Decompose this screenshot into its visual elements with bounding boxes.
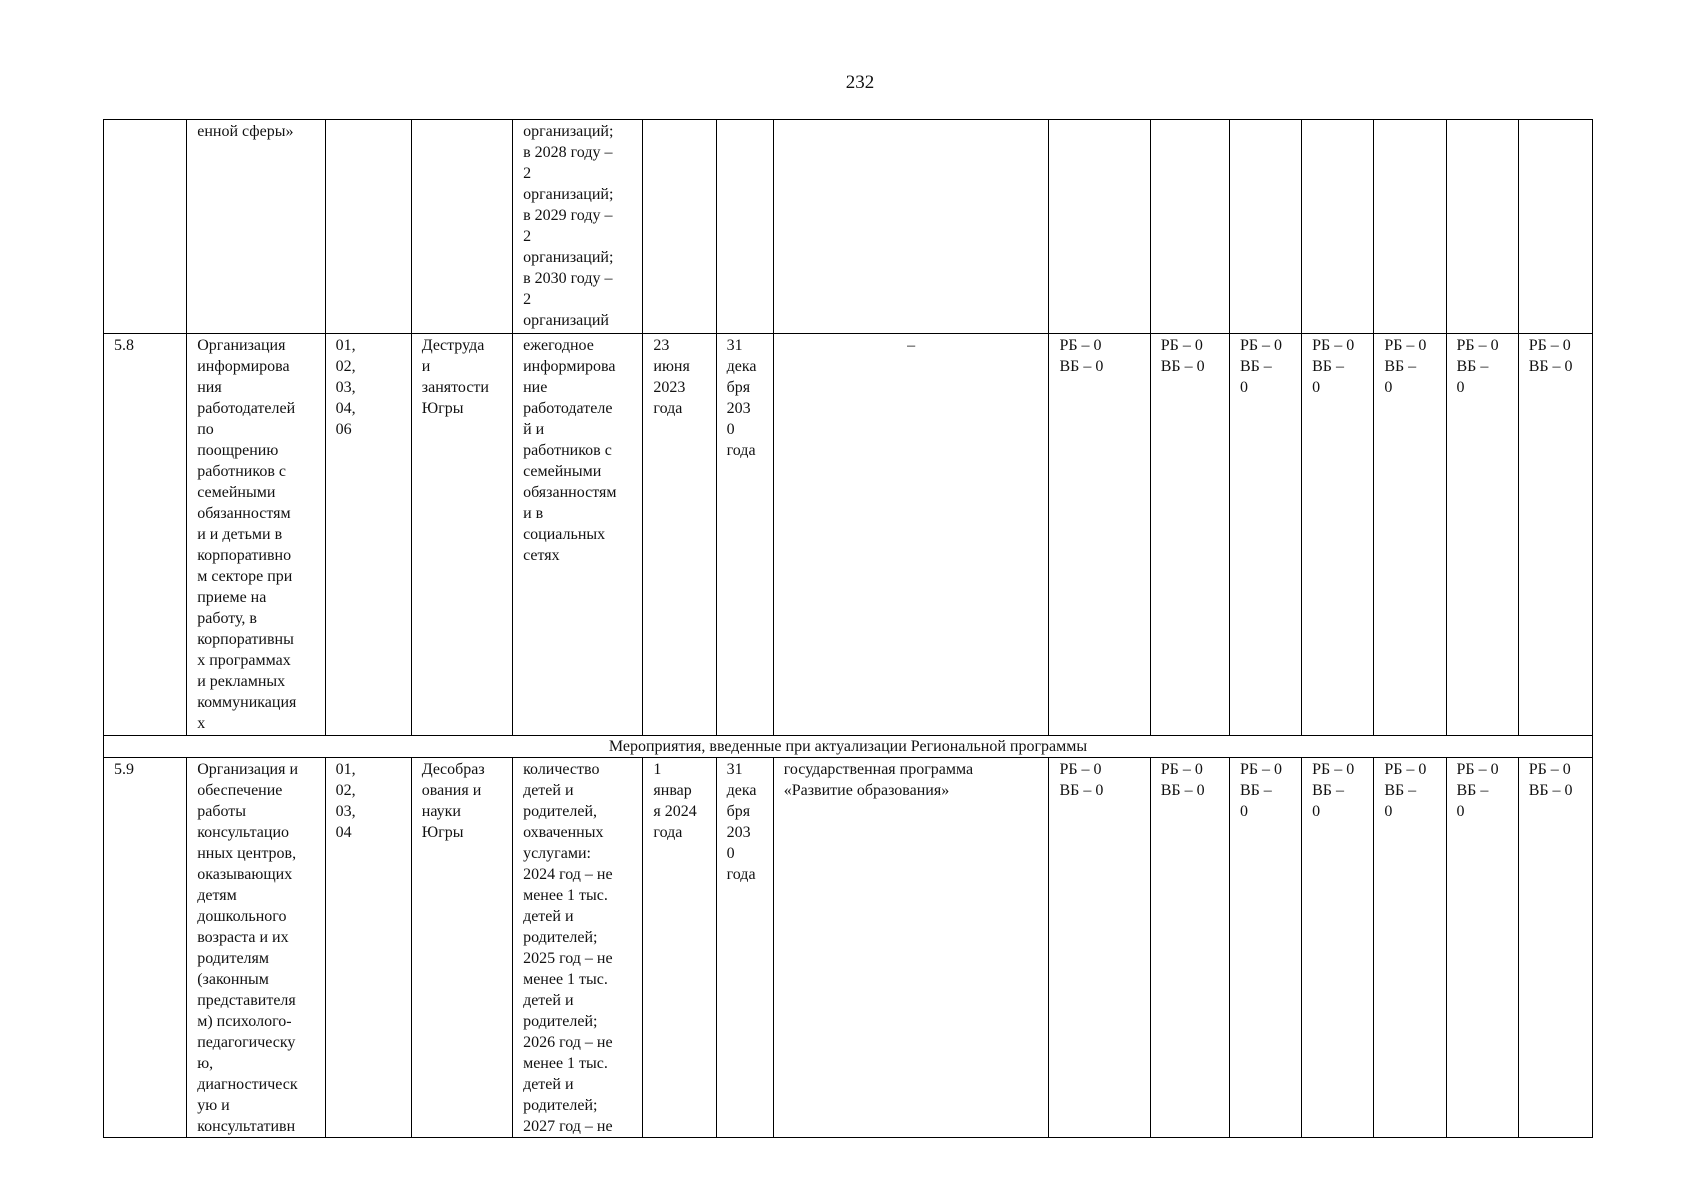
cell-fin-3: РБ – 0 ВБ – 0: [1229, 334, 1301, 736]
cell-fin-5: [1374, 120, 1446, 334]
cell-fin-2: РБ – 0 ВБ – 0: [1150, 334, 1229, 736]
cell-program: государственная программа «Развитие образования»: [773, 758, 1049, 1138]
table-row-5-8: [104, 334, 1593, 736]
cell-codes: 01, 02, 03, 04: [325, 758, 411, 1138]
cell-fin-6: [1446, 120, 1518, 334]
cell-fin-1: РБ – 0 ВБ – 0: [1049, 334, 1150, 736]
program-table: [103, 119, 1593, 1138]
cell-fin-6: РБ – 0 ВБ – 0: [1446, 758, 1518, 1138]
cell-fin-4: [1302, 120, 1374, 334]
cell-end: [716, 120, 773, 334]
cell-name: Организация информирова ния работодателей по поощрению работников с семейными обязанностям и и детьми в корпоративно м секторе при приеме на работу, в корпоративны х программах и рекламных коммуникация х: [187, 334, 325, 736]
page-number: 232: [845, 72, 875, 93]
cell-start: 1 январ я 2024 года: [643, 758, 716, 1138]
cell-executor: Деcтруда и занятости Югры: [411, 334, 512, 736]
table-row-5-9: [104, 758, 1593, 1138]
cell-indicator: количество детей и родителей, охваченных услугами: 2024 год – не менее 1 тыс. детей и родителей; 2025 год – не менее 1 тыс. детей и родителей; 2026 год – не менее 1 тыс. детей и родителей; 2027 год – не: [513, 758, 643, 1138]
cell-fin-3: [1229, 120, 1301, 334]
cell-indicator: организаций; в 2028 году – 2 организаций; в 2029 году – 2 организаций; в 2030 году – 2 организаций: [513, 120, 643, 334]
cell-fin-2: РБ – 0 ВБ – 0: [1150, 758, 1229, 1138]
cell-number: 5.9: [104, 758, 187, 1138]
cell-fin-7: [1518, 120, 1592, 334]
cell-program: [773, 120, 1049, 334]
cell-fin-4: РБ – 0 ВБ – 0: [1302, 758, 1374, 1138]
cell-fin-3: РБ – 0 ВБ – 0: [1229, 758, 1301, 1138]
cell-end: 31 дека бря 203 0 года: [716, 758, 773, 1138]
cell-number: [104, 120, 187, 334]
cell-executor: [411, 120, 512, 334]
cell-fin-1: [1049, 120, 1150, 334]
cell-program: –: [773, 334, 1049, 736]
cell-fin-7: РБ – 0 ВБ – 0: [1518, 334, 1592, 736]
table-row-continuation: [104, 120, 1593, 334]
cell-name: енной сферы»: [187, 120, 325, 334]
cell-fin-2: [1150, 120, 1229, 334]
section-heading: Мероприятия, введенные при актуализации Региональной программы: [104, 736, 1593, 758]
cell-fin-5: РБ – 0 ВБ – 0: [1374, 758, 1446, 1138]
cell-fin-1: РБ – 0 ВБ – 0: [1049, 758, 1150, 1138]
cell-fin-5: РБ – 0 ВБ – 0: [1374, 334, 1446, 736]
cell-fin-6: РБ – 0 ВБ – 0: [1446, 334, 1518, 736]
cell-name: Организация и обеспечение работы консультацио нных центров, оказывающих детям дошкольного возраста и их родителям (законным представителя м) психолого- педагогическу ю, диагностическ ую и консультативн: [187, 758, 325, 1138]
cell-end: 31 дека бря 203 0 года: [716, 334, 773, 736]
cell-codes: 01, 02, 03, 04, 06: [325, 334, 411, 736]
cell-fin-7: РБ – 0 ВБ – 0: [1518, 758, 1592, 1138]
cell-codes: [325, 120, 411, 334]
cell-start: [643, 120, 716, 334]
cell-executor: Деcобраз ования и науки Югры: [411, 758, 512, 1138]
cell-number: 5.8: [104, 334, 187, 736]
cell-fin-4: РБ – 0 ВБ – 0: [1302, 334, 1374, 736]
cell-indicator: ежегодное информирова ние работодателе й и работников с семейными обязанностям и в социальных сетях: [513, 334, 643, 736]
section-heading-row: [104, 736, 1593, 758]
cell-start: 23 июня 2023 года: [643, 334, 716, 736]
